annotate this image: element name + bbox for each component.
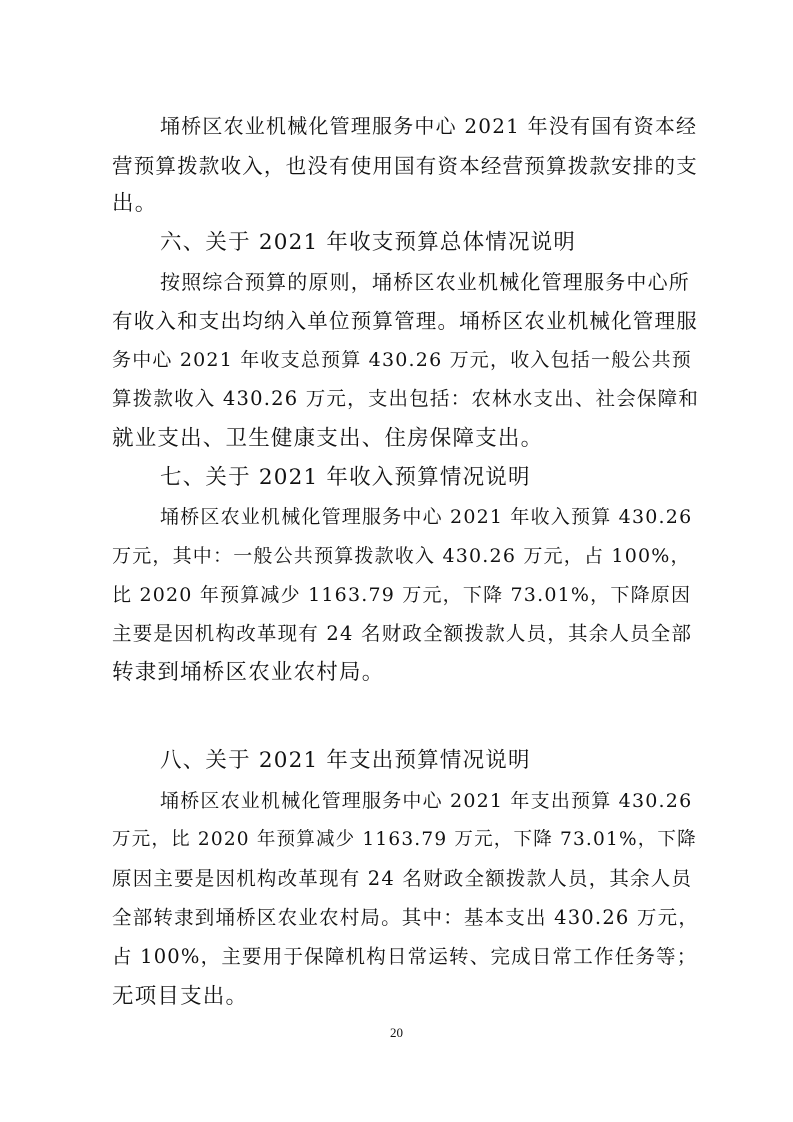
paragraph-line: 埇桥区农业机械化管理服务中心 2021 年支出预算 430.26 [160, 790, 693, 812]
paragraph-line: 比 2020 年预算减少 1163.79 万元，下降 73.01%，下降原因 [112, 584, 692, 606]
paragraph-line: 埇桥区农业机械化管理服务中心 2021 年没有国有资本经 [160, 114, 698, 138]
paragraph-line: 按照综合预算的原则，埇桥区农业机械化管理服务中心所 [160, 270, 690, 294]
section-heading: 六、关于 2021 年收支预算总体情况说明 [160, 230, 577, 255]
paragraph-line: 有收入和支出均纳入单位预算管理。埇桥区农业机械化管理服 [112, 309, 698, 333]
paragraph-line: 就业支出、卫生健康支出、住房保障支出。 [112, 426, 544, 451]
section-heading: 八、关于 2021 年支出预算情况说明 [160, 748, 531, 773]
page-number: 20 [390, 1025, 403, 1040]
paragraph-line: 算拨款收入 430.26 万元，支出包括：农林水支出、社会保障和 [112, 387, 700, 410]
paragraph-line: 务中心 2021 年收支总预算 430.26 万元，收入包括一般公共预 [112, 349, 692, 371]
paragraph-line: 主要是因机构改革现有 24 名财政全额拨款人员，其余人员全部 [112, 622, 693, 645]
paragraph-line: 出。 [112, 191, 158, 216]
paragraph-line: 全部转隶到埇桥区农业农村局。其中：基本支出 430.26 万元， [112, 906, 700, 929]
paragraph-line: 万元，比 2020 年预算减少 1163.79 万元，下降 73.01%，下降 [112, 829, 697, 850]
section-heading: 七、关于 2021 年收入预算情况说明 [160, 465, 531, 490]
paragraph-line: 占 100%，主要用于保障机构日常运转、完成日常工作任务等； [112, 945, 698, 968]
paragraph-line: 转隶到埇桥区农业农村局。 [112, 660, 385, 685]
paragraph-line: 埇桥区农业机械化管理服务中心 2021 年收入预算 430.26 [160, 506, 693, 528]
paragraph-line: 无项目支出。 [112, 984, 249, 1009]
paragraph-line: 原因主要是因机构改革现有 24 名财政全额拨款人员，其余人员 [112, 867, 693, 890]
paragraph-line: 营预算拨款收入，也没有使用国有资本经营预算拨款安排的支 [112, 154, 698, 178]
paragraph-line: 万元，其中：一般公共预算拨款收入 430.26 万元，占 100%， [112, 545, 691, 567]
